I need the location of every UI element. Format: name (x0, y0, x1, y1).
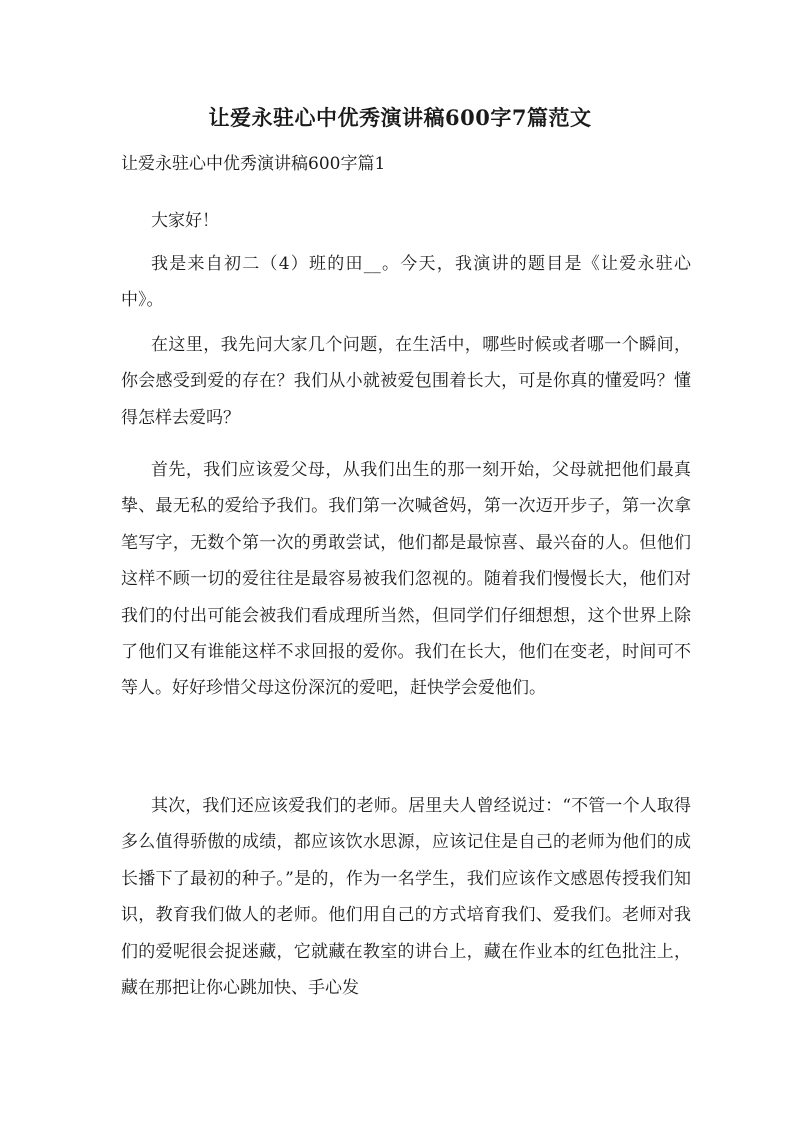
paragraph-introduction: 我是来自初二（4）班的田__。今天，我演讲的题目是《让爱永驻心中》。 (121, 254, 691, 311)
document-title: 让爱永驻心中优秀演讲稿600字7篇范文 (208, 105, 592, 130)
section-heading: 让爱永驻心中优秀演讲稿600字篇1 (121, 154, 386, 174)
paragraph-love-teachers: 其次，我们还应该爱我们的老师。居里夫人曾经说过：“不管一个人取得多么值得骄傲的成绩，都应该饮水思源，应该记住是自己的老师为他们的成长播下了最初的种子。”是的，作为一名学生，我们应该作文感恩传授我们知识，教育我们做人的老师。他们用自己的方式培育我们、爱我们。老师对我们的爱呢很会捉迷藏，它就藏在教室的讲台上，藏在作业本的红色批注上，藏在那把让你心跳加快、手心发 (121, 796, 691, 999)
paragraph-greeting: 大家好！ (151, 211, 219, 231)
paragraph-love-parents: 首先，我们应该爱父母，从我们出生的那一刻开始，父母就把他们最真挚、最无私的爱给予我们。我们第一次喊爸妈，第一次迈开步子，第一次拿笔写字，无数个第一次的勇敢尝试，他们都是最惊喜、最兴奋的人。但他们这样不顾一切的爱往往是最容易被我们忽视的。随着我们慢慢长大，他们对我们的付出可能会被我们看成理所当然，但同学们仔细想想，这个世界上除了他们又有谁能这样不求回报的爱你。我们在长大，他们在变老，时间可不等人。好好珍惜父母这份深沉的爱吧，赶快学会爱他们。 (121, 460, 691, 699)
paragraph-questions: 在这里，我先问大家几个问题，在生活中，哪些时候或者哪一个瞬间，你会感受到爱的存在？我们从小就被爱包围着长大，可是你真的懂爱吗？懂得怎样去爱吗？ (121, 335, 691, 428)
